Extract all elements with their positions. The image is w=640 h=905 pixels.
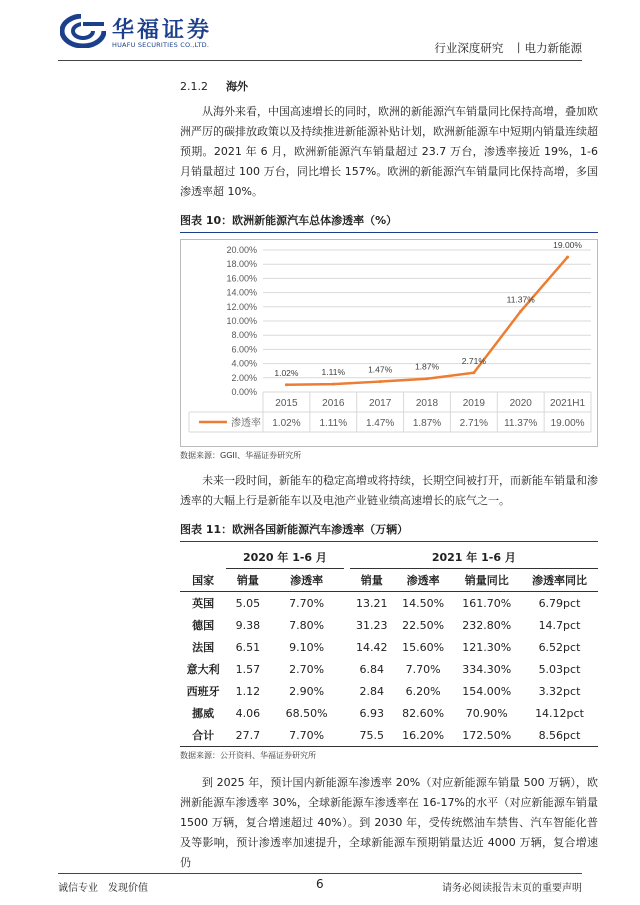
table-cell: 13.21 xyxy=(355,596,388,610)
table-cell: 3.32pct xyxy=(538,684,581,698)
main-content xyxy=(180,70,598,873)
data-label: 11.37% xyxy=(506,294,535,305)
country-penetration-table xyxy=(180,546,598,747)
table-cell: 7.80% xyxy=(289,618,325,632)
data-label: 1.11% xyxy=(321,367,346,378)
table-cell: 75.5 xyxy=(350,724,394,747)
section-heading xyxy=(180,78,598,94)
table-cell: 5.03pct xyxy=(538,662,581,676)
y-tick-label: 8.00% xyxy=(231,330,257,341)
group-header-2020: 2020 年 1-6 月 xyxy=(226,546,344,569)
table-cell: 8.56pct xyxy=(521,724,598,747)
slogan-2: 发现价值 xyxy=(108,883,148,894)
table-cell: 7.70% xyxy=(405,662,441,676)
table-cell: 70.90% xyxy=(465,706,508,720)
table-row xyxy=(180,592,598,615)
data-label: 2.71% xyxy=(461,355,486,366)
col-rate-2021: 渗透率 xyxy=(394,569,453,592)
y-tick-label: 2.00% xyxy=(231,372,257,383)
table-cell-country: 英国 xyxy=(192,597,215,610)
table-group-header xyxy=(180,546,598,569)
col-rate-2020: 渗透率 xyxy=(269,569,343,592)
industry-label: 电力新能源 xyxy=(524,41,582,55)
table-cell: 1.57 xyxy=(235,662,261,676)
table-cell: 2.70% xyxy=(289,662,325,676)
x-tick-label: 2021H1 xyxy=(550,398,586,409)
table-cell: 5.05 xyxy=(235,596,261,610)
table-value: 19.00% xyxy=(550,418,585,429)
table-cell: 82.60% xyxy=(402,706,445,720)
footer-slogan xyxy=(58,879,158,894)
table-cell: 15.60% xyxy=(402,640,445,654)
penetration-chart-svg xyxy=(181,240,597,446)
header-separator: 丨 xyxy=(513,41,525,55)
table-cell: 6.93 xyxy=(359,706,384,720)
table-row xyxy=(180,702,598,724)
table-cell: 27.7 xyxy=(226,724,269,747)
table-cell: 14.7pct xyxy=(538,618,581,632)
table-cell-country: 合计 xyxy=(180,724,226,747)
paragraph-outlook: 未来一段时间，新能车的稳定高增或将持续，长期空间被打开，而新能车销量和渗透率的大幅上行是新能车以及电池产业链业绩高速增长的底气之一。 xyxy=(180,474,598,507)
x-tick-label: 2018 xyxy=(415,398,439,409)
page-header xyxy=(0,0,640,62)
table-cell: 154.00% xyxy=(462,684,512,698)
data-label: 1.87% xyxy=(414,361,440,372)
table-cell: 4.06 xyxy=(235,706,261,720)
data-point xyxy=(285,383,288,386)
table-cell-country: 法国 xyxy=(192,641,215,654)
report-category xyxy=(428,40,582,56)
y-tick-label: 4.00% xyxy=(231,358,257,369)
data-point xyxy=(566,256,569,259)
legend-label: 渗透率 xyxy=(231,418,261,429)
table-cell-country: 德国 xyxy=(192,619,215,632)
table-row xyxy=(180,636,598,658)
data-point xyxy=(426,377,429,380)
report-type: 行业深度研究 xyxy=(434,41,504,55)
penetration-chart xyxy=(180,239,598,447)
table-cell: 9.10% xyxy=(289,640,325,654)
paragraph-forecast: 到 2025 年，预计国内新能源车渗透率 20%（对应新能源车销量 500 万辆），欧洲新能源车渗透率 30%，全球新能源车渗透率在 16-17%的水平（对应新能源车销量 1500 万辆，复合增速超过 40%）。到 2030 年，受传统燃油车禁售、汽车智能化普及等影响，预计渗透率加速提升，全球新能源车预期销量达近 4000 万辆，复合增速仍 xyxy=(180,776,598,869)
table-cell: 6.20% xyxy=(405,684,441,698)
paragraph-overseas: 从海外来看，中国高速增长的同时，欧洲的新能源汽车销量同比保持高增，叠加欧洲严厉的碳排放政策以及持续推进新能源补贴计划，欧洲新能源车中短期内销量连续超预期。2021 年 6 月，欧洲新能源汽车销量超过 23.7 万台，渗透率接近 19%，1-6 月销量超过 100 万台，同比增长 157%。欧洲的新能源汽车销量同比保持高增，多国渗透率超 10%。 xyxy=(180,105,598,198)
footer-divider xyxy=(58,873,582,874)
data-point xyxy=(332,383,335,386)
huafu-logo-icon xyxy=(60,14,106,48)
figure10-source: 数据来源：GGII、华福证券研究所 xyxy=(180,451,302,460)
y-tick-label: 20.00% xyxy=(226,245,257,255)
table-cell: 232.80% xyxy=(462,618,512,632)
x-tick-label: 2016 xyxy=(322,398,345,409)
table-row xyxy=(180,724,598,747)
table-cell: 14.12pct xyxy=(535,706,584,720)
table-value: 2.71% xyxy=(459,418,489,429)
data-point xyxy=(519,310,522,313)
y-tick-label: 0.00% xyxy=(231,387,257,397)
table-cell: 6.79pct xyxy=(538,596,581,610)
y-tick-label: 6.00% xyxy=(231,344,257,355)
table-cell-country: 挪威 xyxy=(192,707,215,720)
table-value: 1.02% xyxy=(272,418,301,429)
table-cell: 334.30% xyxy=(462,662,512,676)
table-cell: 9.38 xyxy=(235,618,261,632)
data-label: 1.02% xyxy=(274,367,299,378)
x-tick-label: 2020 xyxy=(509,398,532,409)
table-column-header xyxy=(180,569,598,592)
x-tick-label: 2015 xyxy=(275,398,298,409)
table-cell: 172.50% xyxy=(452,724,521,747)
table-value: 1.47% xyxy=(365,418,395,429)
table-cell: 6.52pct xyxy=(538,640,581,654)
table-row xyxy=(180,658,598,680)
table-cell: 2.90% xyxy=(289,684,325,698)
table-cell: 14.50% xyxy=(402,596,445,610)
group-header-2021: 2021 年 1-6 月 xyxy=(350,546,598,569)
table-cell: 14.42 xyxy=(355,640,388,654)
brand-name-en: HUAFU SECURITIES CO.,LTD. xyxy=(112,41,210,49)
col-sales-2021: 销量 xyxy=(350,569,394,592)
table-cell: 161.70% xyxy=(462,596,512,610)
header-divider xyxy=(58,60,582,61)
col-sales-2020: 销量 xyxy=(226,569,269,592)
table-row xyxy=(180,614,598,636)
table-cell: 7.70% xyxy=(269,724,343,747)
figure11-title: 图表 11：欧洲各国新能源汽车渗透率（万辆） xyxy=(180,521,598,542)
table-cell: 68.50% xyxy=(285,706,328,720)
section-title: 海外 xyxy=(226,80,248,93)
data-label: 1.47% xyxy=(368,364,393,375)
y-tick-label: 18.00% xyxy=(226,259,257,270)
page-number: 6 xyxy=(316,877,324,891)
table-cell-country: 西班牙 xyxy=(186,685,220,698)
footer-disclaimer: 请务必阅读报告末页的重要声明 xyxy=(442,883,582,894)
table-row xyxy=(180,680,598,702)
figure10-title: 图表 10：欧洲新能源汽车总体渗透率（%） xyxy=(180,212,598,233)
section-number: 2.1.2 xyxy=(180,80,208,93)
table-cell: 1.12 xyxy=(235,684,261,698)
table-value: 1.11% xyxy=(319,418,348,429)
table-cell: 6.84 xyxy=(359,662,384,676)
data-point xyxy=(472,371,475,374)
brand-name-cn: 华福证券 xyxy=(112,17,213,43)
table-cell: 31.23 xyxy=(355,618,388,632)
table-cell: 22.50% xyxy=(402,618,445,632)
data-point xyxy=(379,380,382,383)
col-rate-yoy: 渗透率同比 xyxy=(521,569,598,592)
col-country: 国家 xyxy=(180,569,226,592)
table-cell-country: 意大利 xyxy=(186,663,220,676)
y-tick-label: 14.00% xyxy=(226,287,257,298)
slogan-1: 诚信专业 xyxy=(58,883,98,894)
table-cell: 6.51 xyxy=(235,640,261,654)
y-tick-label: 12.00% xyxy=(226,301,257,312)
table-value: 1.87% xyxy=(412,418,442,429)
table-cell: 16.20% xyxy=(394,724,453,747)
x-tick-label: 2019 xyxy=(462,398,485,409)
table-value: 11.37% xyxy=(504,418,538,429)
y-tick-label: 16.00% xyxy=(226,273,257,284)
y-tick-label: 10.00% xyxy=(226,316,257,326)
table-cell: 7.70% xyxy=(289,596,325,610)
col-sales-yoy: 销量同比 xyxy=(452,569,521,592)
table-cell: 2.84 xyxy=(359,684,384,698)
figure11-source: 数据来源：公开资料、华福证券研究所 xyxy=(180,751,316,760)
data-label: 19.00% xyxy=(553,240,582,251)
table-cell: 121.30% xyxy=(462,640,512,654)
x-tick-label: 2017 xyxy=(369,398,392,409)
